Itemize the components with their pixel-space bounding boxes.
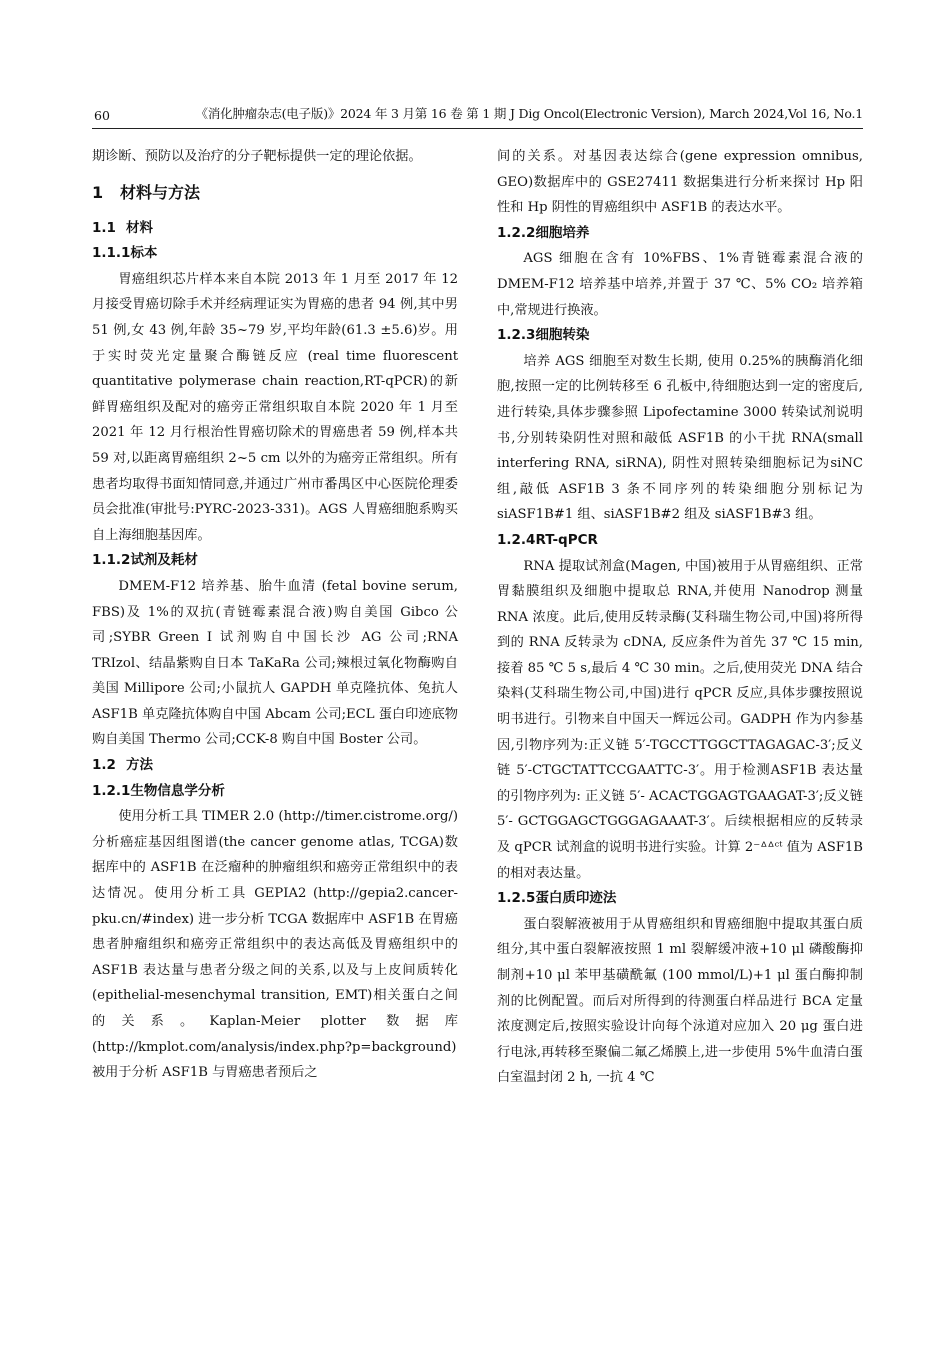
section-title: 材料: [126, 219, 153, 236]
section-heading-1: [92, 180, 458, 206]
section-heading-1-2-5: [497, 886, 863, 912]
section-title: 试剂及耗材: [130, 552, 198, 569]
section-number: 1: [92, 182, 104, 202]
section-title: 标本: [130, 245, 158, 262]
section-heading-1-1-1: [92, 241, 458, 267]
section-number: 1.2.5: [497, 890, 536, 907]
reagents-paragraph: DMEM-F12 培养基、胎牛血清 (fetal bovine serum, FBS)及 1%的双抗(青链霉素混合液)购自美国 Gibco 公司;SYBR Green I 试剂购自中国长沙 AG 公司;RNA TRIzol、结晶紫购自日本 TaKaRa 公司;辣根过氧化物酶购自美国 Millipore 公司;小鼠抗人 GAPDH 单克隆抗体、兔抗人 ASF1B 单克隆抗体购自中国 Abcam 公司;ECL 蛋白印迹底物购自美国 Thermo 公司;CCK-8 购自中国 Boster 公司。: [92, 578, 458, 748]
section-title: 材料与方法: [120, 182, 201, 202]
running-head: 《消化肿瘤杂志(电子版)》2024 年 3 月第 16 卷 第 1 期 J Dig Oncol(Electronic Version), March 2024,Vol 16, No.1: [195, 106, 863, 121]
section-number: 1.1: [92, 219, 116, 236]
section-heading-1-2-2: [497, 221, 863, 247]
section-number: 1.1.1: [92, 245, 131, 262]
section-heading-1-1-2: [92, 548, 458, 574]
section-title: 细胞培养: [535, 224, 590, 241]
section-title: 细胞转染: [535, 327, 590, 344]
bioinformatics-paragraph: 使用分析工具 TIMER 2.0 (http://timer.cistrome.org/) 分析癌症基因组图谱(the cancer genome atlas, TCGA)数据库中的 ASF1B 在泛瘤种的肿瘤组织和癌旁正常组织中的表达情况。使用分析工具 GEPIA2 (http://gepia2.cancer-pku.cn/#index) 进一步分析 TCGA 数据库中 ASF1B 在胃癌患者肿瘤组织和癌旁正常组织中的表达高低及胃癌组织中的 ASF1B 表达量与患者分级之间的关系,以及与上皮间质转化(epithelial-mesenchymal transition, EMT)相关蛋白之间的关系。Kaplan-Meier plotter 数据库(http://kmplot.com/analysis/index.php?p=background)被用于分析 ASF1B 与胃癌患者预后之: [92, 809, 458, 1081]
section-heading-1-2-1: [92, 779, 458, 805]
intro-paragraph: 期诊断、预防以及治疗的分子靶标提供一定的理论依据。: [92, 149, 422, 164]
section-heading-1-2-4: [497, 528, 863, 554]
western-blot-paragraph: 蛋白裂解液被用于从胃癌组织和胃癌细胞中提取其蛋白质组分,其中蛋白裂解液按照 1 ml 裂解缓冲液+10 μl 磷酸酶抑制剂+10 μl 苯甲基磺酰氟 (100 mmol/L)+1 μl 蛋白酶抑制剂的比例配置。而后对所得到的待测蛋白样品进行 BCA 定量浓度测定后,按照实验设计向每个泳道对应加入 20 μg 蛋白进行电泳,再转移至聚偏二氟乙烯膜上,进一步使用 5%牛血清白蛋白室温封闭 2 h, 一抗 4 ℃: [497, 916, 863, 1086]
section-number: 1.2.1: [92, 782, 131, 799]
section-number: 1.2.3: [497, 327, 536, 344]
left-column: [92, 144, 458, 1086]
section-title: 方法: [126, 757, 153, 774]
page-number: 60: [94, 108, 110, 123]
cell-culture-paragraph: AGS 细胞在含有 10%FBS、1%青链霉素混合液的 DMEM-F12 培养基中培养,并置于 37 ℃、5% CO₂ 培养箱中,常规进行换液。: [497, 251, 863, 318]
section-number: 1.2.4: [497, 531, 536, 548]
section-title: 生物信息学分析: [130, 782, 225, 799]
page-header: [92, 104, 863, 129]
section-number: 1.2.2: [497, 224, 536, 241]
specimen-paragraph: 胃癌组织芯片样本来自本院 2013 年 1 月至 2017 年 12 月接受胃癌切除手术并经病理证实为胃癌的患者 94 例,其中男 51 例,女 43 例,年龄 35~79 岁,平均年龄(61.3 ±5.6)岁。用于实时荧光定量聚合酶链反应 (real time fluorescent quantitative polymerase chain reaction,RT-qPCR)的新鲜胃癌组织及配对的癌旁正常组织取自本院 2020 年 1 月至 2021 年 12 月行根治性胃癌切除术的胃癌患者 59 例,样本共 59 对,以距离胃癌组织 2~5 cm 以外的为癌旁正常组织。所有患者均取得书面知情同意,并通过广州市番禺区中心医院伦理委员会批准(审批号:PYRC-2023-331)。AGS 人胃癌细胞系购买自上海细胞基因库。: [92, 271, 458, 543]
rt-qpcr-paragraph: RNA 提取试剂盒(Magen, 中国)被用于从胃癌组织、正常胃黏膜组织及细胞中提取总 RNA,并使用 Nanodrop 测量 RNA 浓度。此后,使用反转录酶(艾科瑞生物公司,中国)将所得到的 RNA 反转录为 cDNA, 反应条件为首先 37 ℃ 15 min, 接着 85 ℃ 5 s,最后 4 ℃ 30 min。之后,使用荧光 DNA 结合染料(艾科瑞生物公司,中国)进行 qPCR 反应,具体步骤按照说明书进行。引物来自中国天一辉远公司。GADPH 作为内参基因,引物序列为:正义链 5′-TGCCTTGGCTTAGAGAC-3′;反义链 5′-CTGCTATTCCGAATTC-3′。用于检测ASF1B 表达量的引物序列为: 正义链 5′- ACACTGGAGTGAAGAT-3′;反义链 5′- GCTGGAGCTGGGAGAAAT-3′。后续根据相应的反转录及 qPCR 试剂盒的说明书进行实验。计算 2⁻ᐞᐞᶜᵗ 值为 ASF1B 的相对表达量。: [497, 558, 863, 881]
section-title: 蛋白质印迹法: [535, 890, 617, 907]
transfection-paragraph: 培养 AGS 细胞至对数生长期, 使用 0.25%的胰酶消化细胞,按照一定的比例转移至 6 孔板中,待细胞达到一定的密度后,进行转染,具体步骤参照 Lipofectamine 3000 转染试剂说明书,分别转染阴性对照和敲低 ASF1B 的小干扰 RNA(small interfering RNA, siRNA), 阴性对照转染细胞标记为siNC 组,敲低 ASF1B 3 条不同序列的转染细胞分别标记为 siASF1B#1 组、siASF1B#2 组及 siASF1B#3 组。: [497, 353, 863, 523]
section-number: 1.2: [92, 757, 116, 774]
section-heading-1-2-3: [497, 323, 863, 349]
section-number: 1.1.2: [92, 552, 131, 569]
right-column: [497, 144, 863, 1091]
section-heading-1-1: [92, 216, 458, 242]
section-title: RT-qPCR: [535, 531, 598, 548]
continuation-paragraph: 间的关系。对基因表达综合(gene expression omnibus, GEO)数据库中的 GSE27411 数据集进行分析来探讨 Hp 阳性和 Hp 阴性的胃癌组织中 ASF1B 的表达水平。: [497, 149, 863, 216]
section-heading-1-2: [92, 753, 458, 779]
